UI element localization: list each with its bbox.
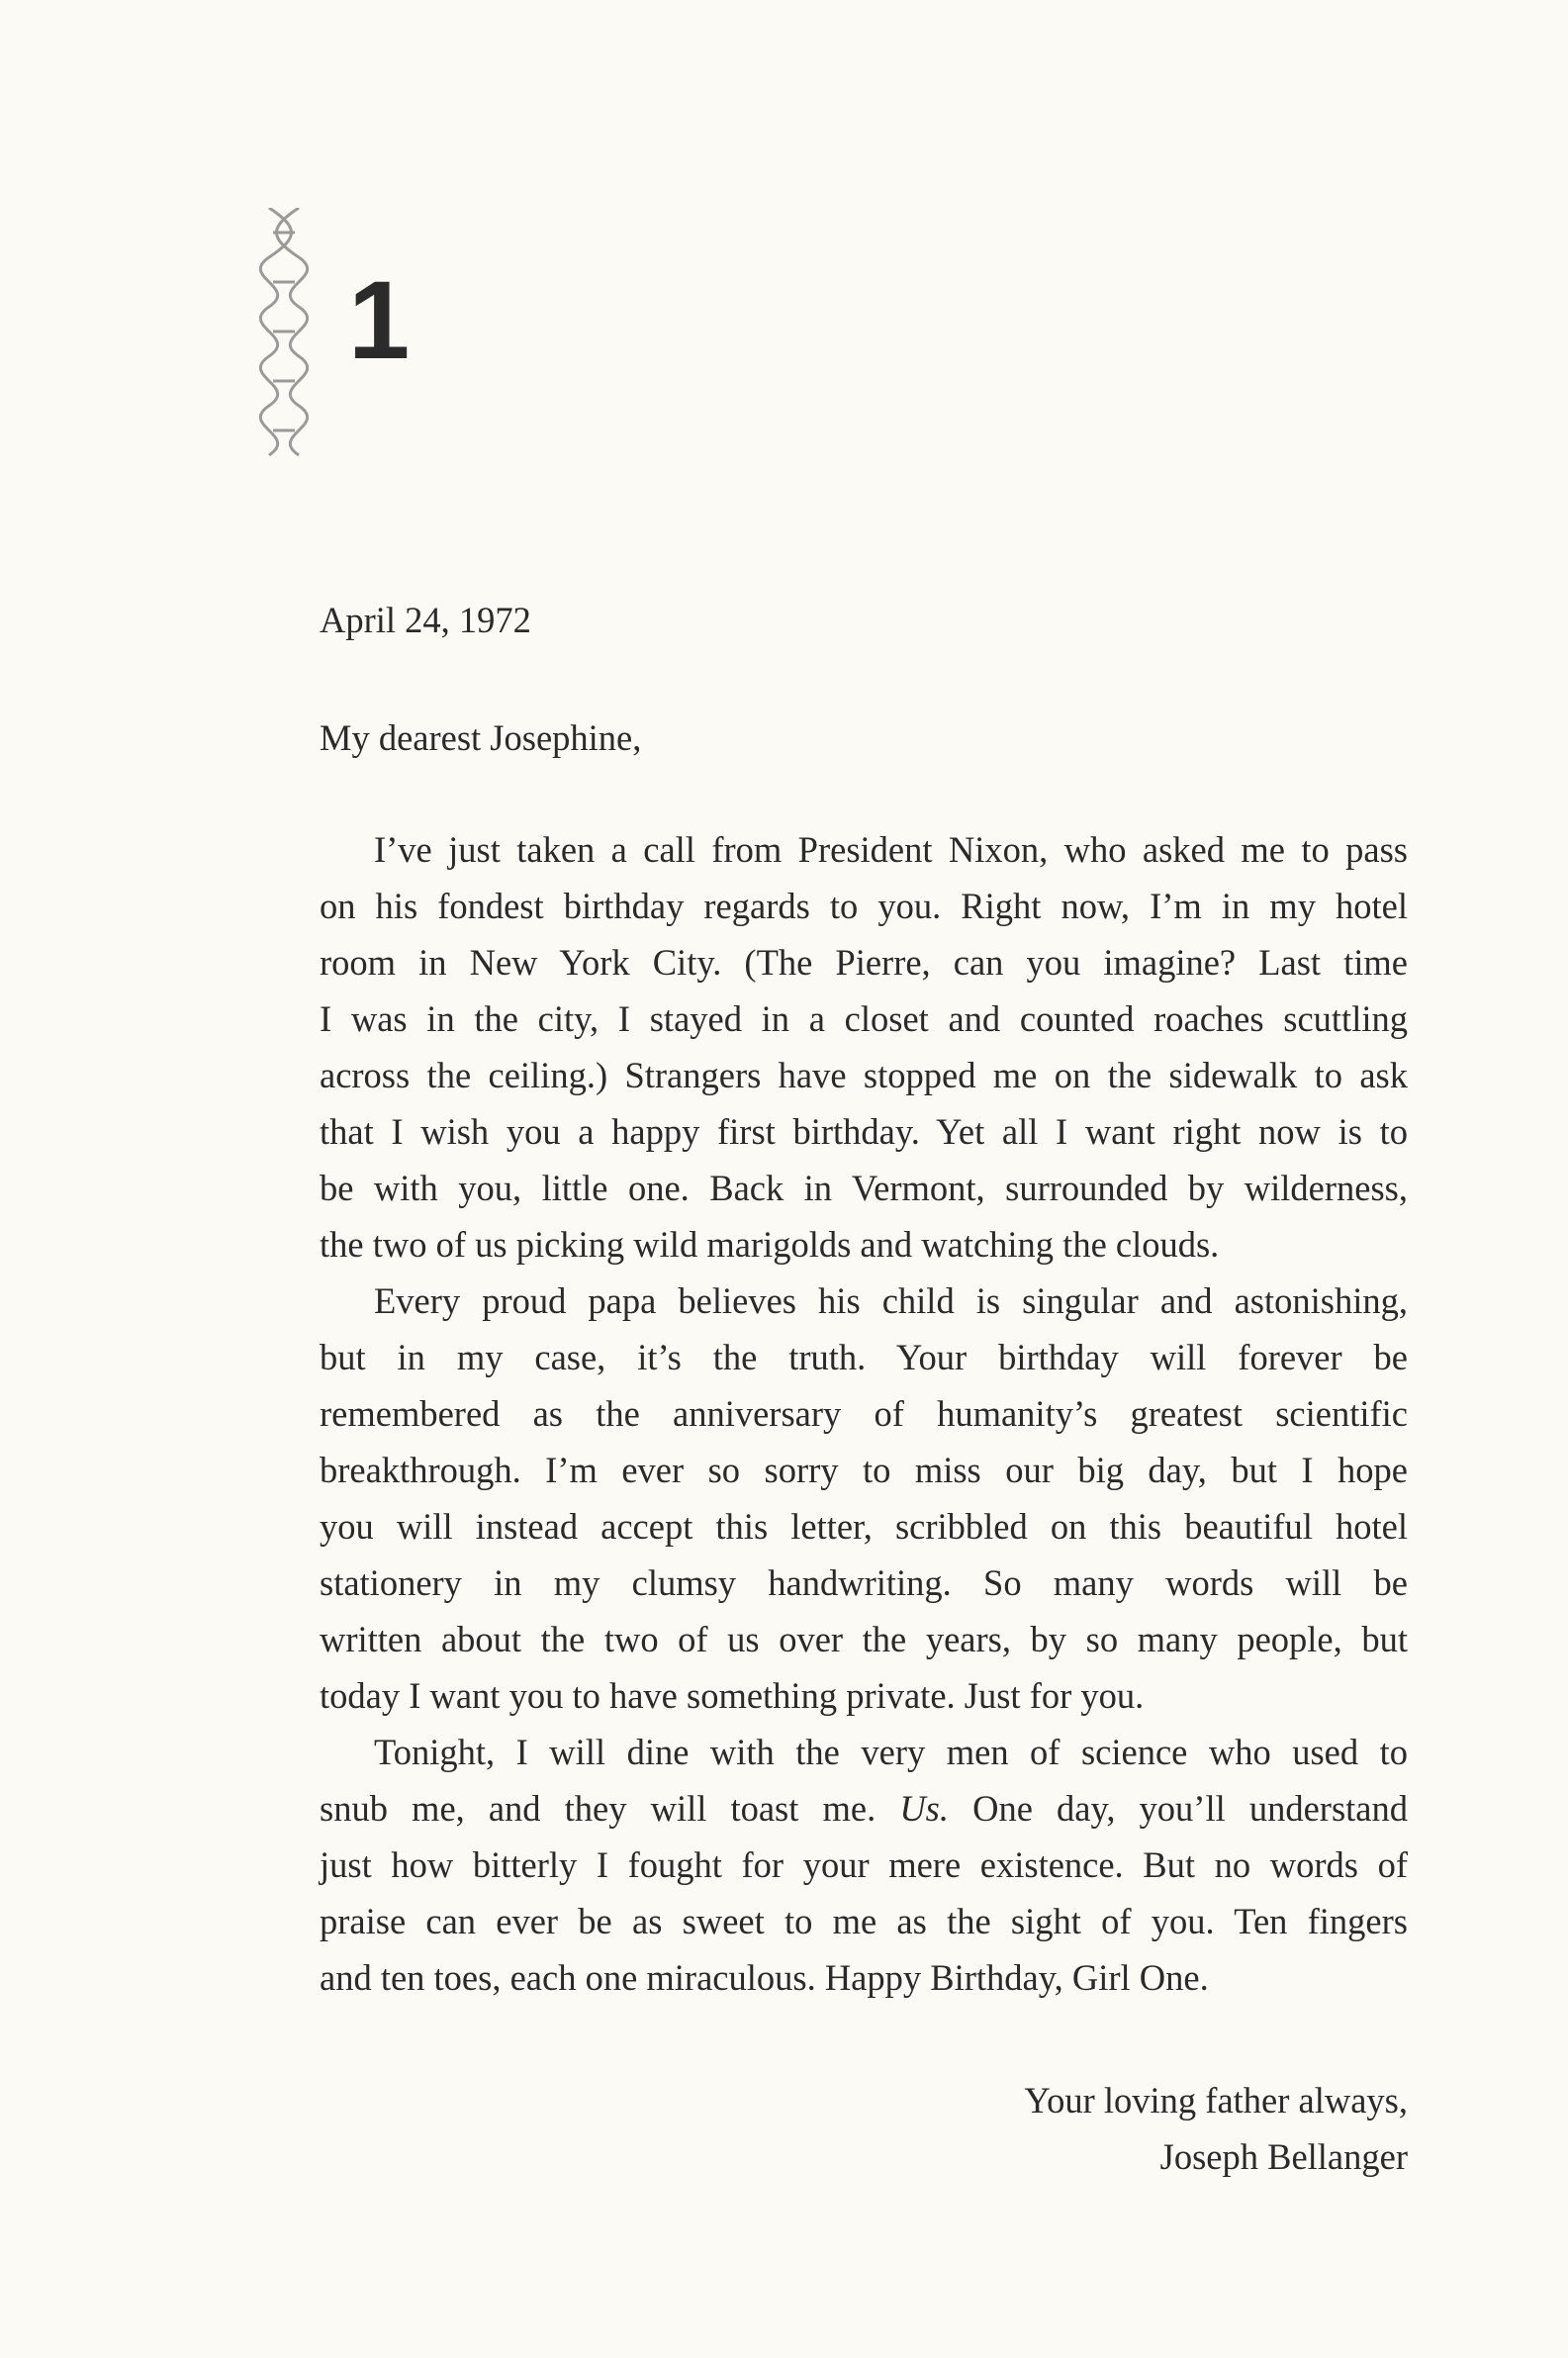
emphasis-text: Us. xyxy=(899,1788,950,1829)
paragraph-line: remembered as the anniversary of humanity’s greatest scientific xyxy=(320,1393,1408,1434)
paragraph-line: that I wish you a happy first birthday. Yet all I want right now is to xyxy=(320,1111,1408,1152)
paragraph-line: Every proud papa believes his child is singular and astonishing, xyxy=(374,1280,1408,1321)
paragraph-line: room in New York City. (The Pierre, can you imagine? Last time xyxy=(320,942,1408,983)
paragraph-line: stationery in my clumsy handwriting. So many words will be xyxy=(320,1562,1408,1603)
letter-date: April 24, 1972 xyxy=(320,600,531,640)
dna-helix-icon xyxy=(259,208,309,465)
paragraph-line: written about the two of us over the years, by so many people, but xyxy=(320,1619,1408,1659)
paragraph-line: I’ve just taken a call from President Nixon, who asked me to pass xyxy=(374,829,1408,870)
paragraph-line: you will instead accept this letter, scribbled on this beautiful hotel xyxy=(320,1506,1408,1547)
paragraph-line: praise can ever be as sweet to me as the sight of you. Ten fingers xyxy=(320,1901,1408,1941)
paragraph-line: on his fondest birthday regards to you. Right now, I’m in my hotel xyxy=(320,886,1408,926)
paragraph-line: Tonight, I will dine with the very men of science who used to xyxy=(374,1732,1408,1772)
chapter-number: 1 xyxy=(348,258,411,382)
paragraph-line: today I want you to have something private. Just for you. xyxy=(320,1675,1145,1716)
letter-signoff xyxy=(1024,2072,1408,2185)
paragraph-line: I was in the city, I stayed in a closet and counted roaches scuttling xyxy=(320,998,1408,1039)
letter-closing: Your loving father always, xyxy=(1024,2080,1408,2121)
letter-body xyxy=(320,821,1408,2006)
paragraph-3 xyxy=(320,1724,1408,2006)
line-text: snub me, and they will toast me. xyxy=(320,1788,900,1829)
line-text: One day, you’ll understand xyxy=(949,1788,1408,1829)
paragraph-1 xyxy=(320,821,1408,1273)
paragraph-2 xyxy=(320,1273,1408,1724)
paragraph-line: be with you, little one. Back in Vermont, surrounded by wilderness, xyxy=(320,1168,1408,1208)
paragraph-line: the two of us picking wild marigolds and watching the clouds. xyxy=(320,1224,1220,1265)
letter-salutation: My dearest Josephine, xyxy=(320,717,642,758)
paragraph-line: and ten toes, each one miraculous. Happy Birthday, Girl One. xyxy=(320,1957,1209,1998)
paragraph-line xyxy=(320,1780,1408,1837)
paragraph-line: but in my case, it’s the truth. Your birthday will forever be xyxy=(320,1337,1408,1377)
paragraph-line: just how bitterly I fought for your mere existence. But no words of xyxy=(320,1844,1408,1885)
paragraph-line: across the ceiling.) Strangers have stopped me on the sidewalk to ask xyxy=(320,1055,1408,1095)
letter-signature: Joseph Bellanger xyxy=(1159,2136,1408,2177)
paragraph-line: breakthrough. I’m ever so sorry to miss our big day, but I hope xyxy=(320,1450,1408,1490)
